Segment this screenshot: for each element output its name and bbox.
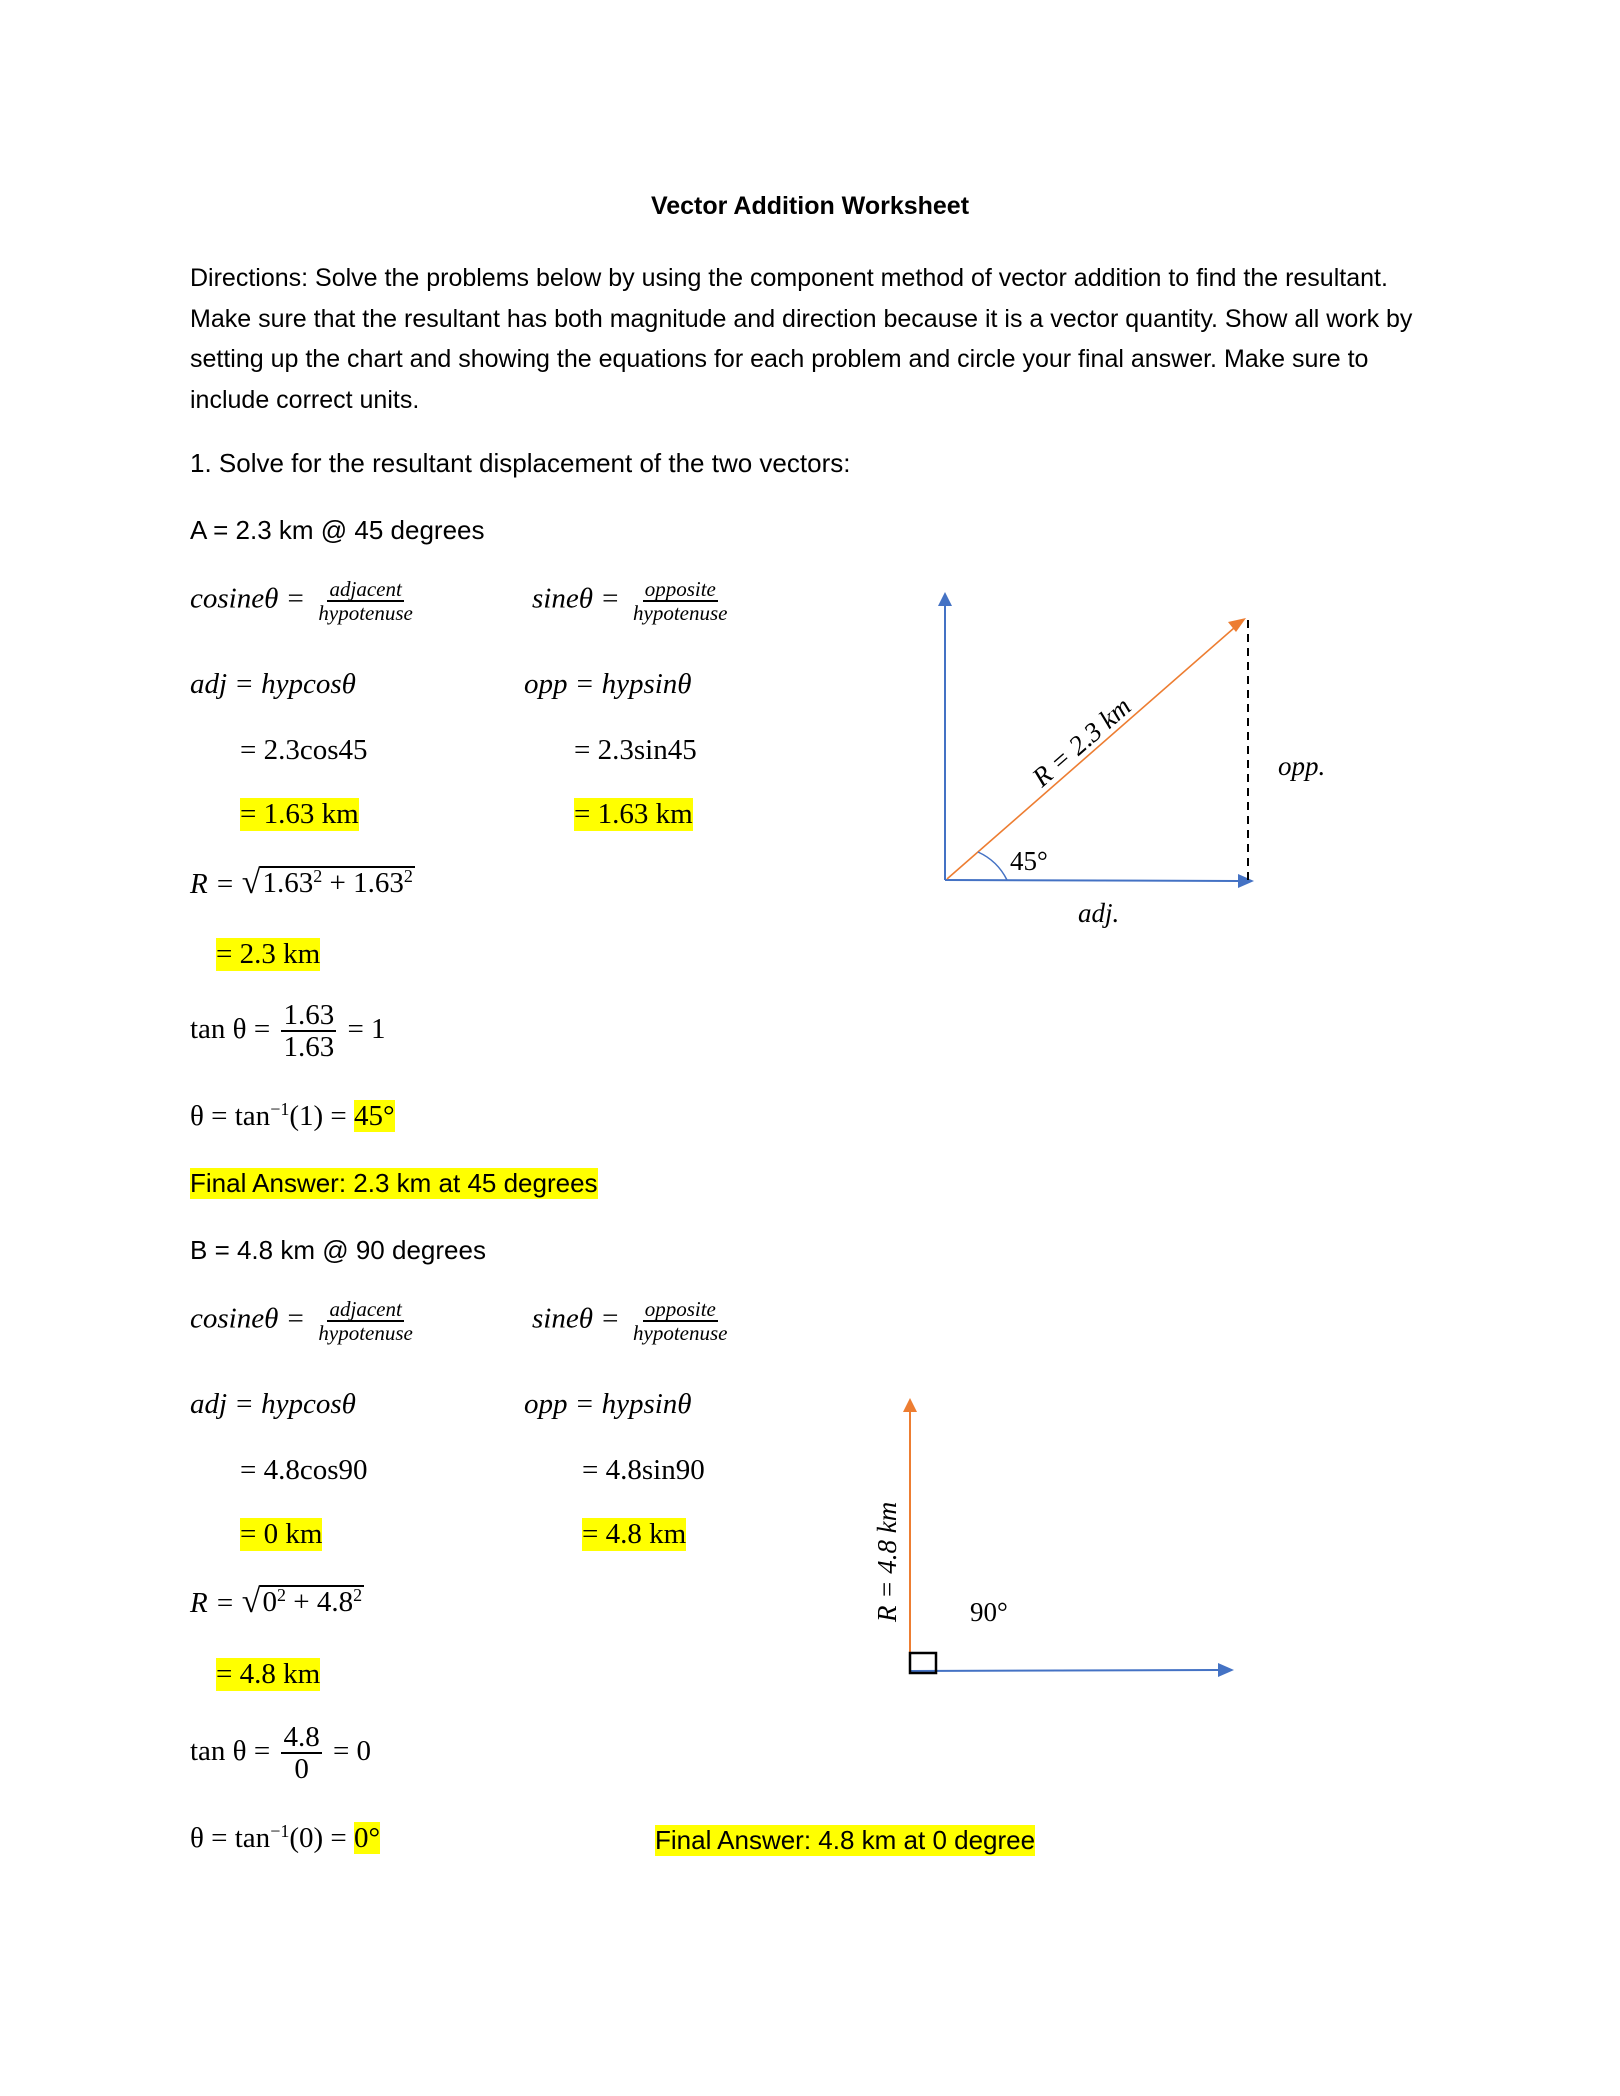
radicand-term-b: 1.63 [353,867,404,900]
vector-a-resultant-equation [190,866,415,901]
tan-rhs: = 0 [332,1735,372,1768]
sine-lhs: sineθ = [532,582,620,615]
vector-b-opp-substitution: = 4.8sin90 [582,1454,705,1486]
exponent: 2 [353,1585,363,1606]
tan-fraction [281,1722,321,1785]
problem-1-prompt: 1. Solve for the resultant displacement of the two vectors: [190,448,851,478]
square-root [242,866,415,900]
vector-b-diagram [860,1390,1240,1690]
vector-b-cosine-definition [190,1298,419,1344]
vector-a-sine-definition [532,578,734,624]
radical-icon: √ [241,1583,261,1620]
cosine-fraction [316,1298,414,1344]
fraction-denominator: 1.63 [283,1031,335,1064]
fraction-denominator: hypotenuse [633,601,728,626]
resultant-lhs: R = [190,1587,235,1619]
radicand-term-a: 1.63 [262,867,314,900]
resultant-label: R = 4.8 km [872,1501,902,1622]
vector-a-final-answer: Final Answer: 2.3 km at 45 degrees [190,1168,598,1198]
cosine-lhs: cosineθ = [190,582,306,615]
radical-icon: √ [241,864,261,901]
fraction-numerator: adjacent [329,577,402,601]
page-title: Vector Addition Worksheet [650,192,970,220]
theta-result: 0° [354,1822,381,1854]
vector-b-resultant-result: = 4.8 km [216,1658,321,1690]
vector-b-opp-result: = 4.8 km [582,1518,687,1550]
vector-a-adj-result: = 1.63 km [240,798,359,830]
vector-b-opp-formula: opp = hypsinθ [524,1388,692,1420]
tan-rhs: = 1 [347,1013,386,1046]
opp-label: opp. [1278,751,1326,781]
adj-label: adj. [1078,898,1120,928]
theta-argument: (1) = [289,1100,347,1132]
radicand-term-b: 4.8 [316,1586,354,1619]
vector-a-label: A = 2.3 km @ 45 degrees [190,515,485,545]
sine-lhs: sineθ = [532,1302,620,1335]
vector-a-adj-substitution: = 2.3cos45 [240,734,368,766]
directions-paragraph: Directions: Solve the problems below by using the component method of vector addition to find the resultant. Make sure that the resultant has both magnitude and direction because it is a vector quantity. Show all work by setting up the chart and showing the equations for each problem and circle your final answer. Make sure to include correct units. [190,264,1413,414]
vector-b-theta-equation [190,1822,380,1855]
angle-label: 90° [970,1597,1008,1627]
fraction-numerator: opposite [644,1297,716,1321]
inverse-exponent: −1 [270,1099,290,1119]
square-root [242,1585,364,1619]
vector-b-tan-equation [190,1722,371,1785]
tan-lhs: tan θ = [190,1735,271,1768]
cosine-fraction [316,578,414,624]
fraction-denominator: hypotenuse [318,601,413,626]
fraction-denominator: hypotenuse [633,1321,728,1346]
vector-b-resultant-equation [190,1585,364,1620]
vector-a-adj-formula: adj = hypcosθ [190,668,356,700]
resultant-label: R = 2.3 km [1026,691,1137,793]
x-component-arrow [945,880,1238,881]
theta-expression: θ = tan [190,1100,271,1132]
angle-arc [978,852,1007,880]
vector-b-adj-result: = 0 km [240,1518,323,1550]
vector-a-theta-equation [190,1100,395,1133]
x-component-arrow [910,1670,1218,1671]
sine-fraction [631,578,729,624]
radicand [260,866,414,900]
vector-b-adj-formula: adj = hypcosθ [190,1388,356,1420]
fraction-numerator: 4.8 [283,1721,320,1753]
vector-b-label: B = 4.8 km @ 90 degrees [190,1235,486,1265]
theta-argument: (0) = [289,1822,347,1854]
arrow-head-icon [938,592,952,606]
vector-b-final-answer: Final Answer: 4.8 km at 0 degree [655,1825,1036,1855]
tan-lhs: tan θ = [190,1013,271,1046]
vector-a-resultant-result: = 2.3 km [216,938,321,970]
sine-fraction [631,1298,729,1344]
fraction-numerator: 1.63 [283,999,335,1031]
exponent: 2 [403,866,413,887]
vector-a-cosine-definition [190,578,419,624]
exponent: 2 [313,866,323,887]
plus-sign: + [329,867,346,900]
arrow-head-icon [1238,874,1254,888]
theta-expression: θ = tan [190,1822,271,1854]
fraction-denominator: hypotenuse [318,1321,413,1346]
fraction-numerator: opposite [644,577,716,601]
fraction-numerator: adjacent [329,1297,402,1321]
vector-b-adj-substitution: = 4.8cos90 [240,1454,368,1486]
exponent: 2 [276,1585,286,1606]
radicand-term-a: 0 [262,1586,277,1619]
cosine-lhs: cosineθ = [190,1302,306,1335]
plus-sign: + [293,1586,310,1619]
resultant-lhs: R = [190,868,235,900]
vector-a-tan-equation [190,1000,386,1063]
theta-result: 45° [354,1100,395,1132]
arrow-head-icon [1218,1663,1234,1677]
vector-a-diagram [900,570,1360,940]
arrow-head-icon [903,1398,917,1412]
vector-a-opp-substitution: = 2.3sin45 [574,734,697,766]
inverse-exponent: −1 [270,1821,290,1841]
vector-a-opp-formula: opp = hypsinθ [524,668,692,700]
angle-label: 45° [1010,846,1048,876]
fraction-denominator: 0 [294,1753,309,1786]
radicand [260,1585,364,1619]
tan-fraction [281,1000,336,1063]
vector-a-opp-result: = 1.63 km [574,798,693,830]
vector-b-sine-definition [532,1298,734,1344]
